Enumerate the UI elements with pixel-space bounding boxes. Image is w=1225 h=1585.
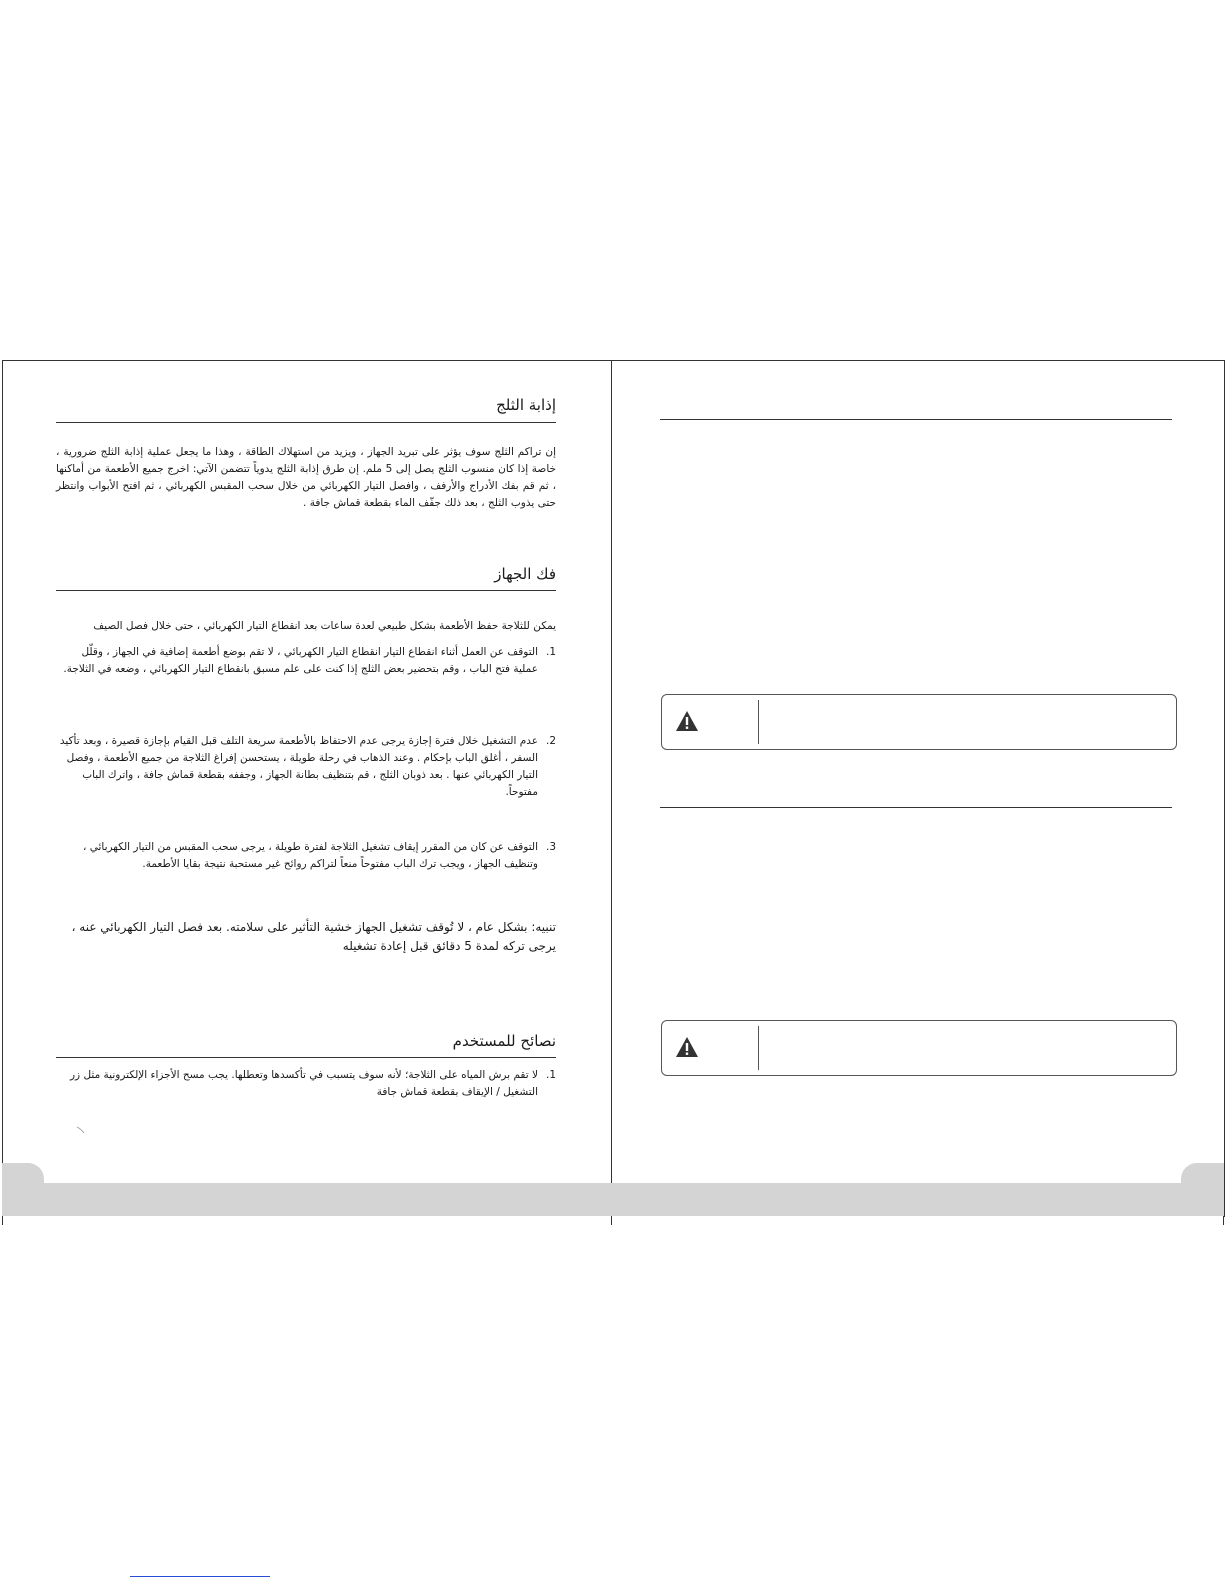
hyperlink-underline[interactable] (130, 1576, 270, 1577)
section-title-user-tips: نصائح للمستخدم (452, 1032, 556, 1050)
list-item-number: 2. (545, 735, 556, 747)
right-section-rule (660, 419, 1172, 420)
crop-mark-right (1223, 1216, 1224, 1225)
section-title-dismantle: فك الجهاز (494, 565, 556, 583)
list-item-number: 3. (545, 841, 556, 853)
warning-divider (758, 700, 759, 744)
warning-box (661, 694, 1177, 750)
defrost-paragraph: إن تراكم الثلج سوف يؤثر على تبريد الجهاز ، ويزيد من استهلاك الطاقة ، وهذا ما يجعل عملية إذابة الثلج ضرورية ، خاصة إذا كان منسوب الثلج يصل إلى 5 ملم. إن طرق إذابة الثلج يدوياً تتضمن الآتي: اخرج جميع الأطعمة من أماكنها ، ثم قم بفك الأدراج والأرفف ، وافصل التيار الكهربائي من خلال سحب المقبس الكهربائي ، ثم افتح الأبواب وانتظر حتى يذوب الثلج ، بعد ذلك جفّف الماء بقطعة قماش جافة . (56, 446, 557, 509)
crop-mark-left (2, 1216, 3, 1225)
page-gutter (611, 360, 612, 1216)
list-item (56, 644, 556, 678)
crop-mark-center (611, 1216, 612, 1225)
footer-band (2, 1183, 1224, 1216)
caution-note: تنبيه: بشكل عام ، لا تُوقف تشغيل الجهاز خشية التأثير على سلامته. بعد فصل التيار الكهربائي عنه ، يرجى تركه لمدة 5 دقائق قبل إعادة تشغيله (71, 920, 556, 953)
list-item-text: التوقف عن العمل أثناء انقطاع التيار انقطاع التيار الكهربائي ، لا تقم بوضع أطعمة إضافية في الجهاز ، وقلّل عملية فتح الباب ، وقم بتحضير بعض الثلج إذا كنت على علم مسبق بانقطاع التيار الكهربائي ، وضعه في الثلاجة. (63, 646, 538, 675)
warning-divider (758, 1026, 759, 1070)
list-item (56, 1067, 556, 1101)
list-item-text: لا تقم برش المياه على الثلاجة؛ لأنه سوف يتسبب في تأكسدها وتعطلها. يجب مسح الأجزاء الإلكترونية مثل زر التشغيل / الإيقاف بقطعة قماش جافة (69, 1069, 538, 1098)
list-item-number: 1. (545, 646, 556, 658)
warning-triangle-icon (675, 1036, 699, 1058)
section-rule (56, 590, 556, 591)
right-section-rule (660, 807, 1172, 808)
section-title-defrost: إذابة الثلج (496, 396, 556, 414)
list-item-number: 1. (545, 1069, 556, 1081)
list-item-text: التوقف عن كان من المقرر إيقاف تشغيل الثلاجة لفترة طويلة ، يرجى سحب المقبس من التيار الكهربائي ، وتنظيف الجهاز ، ويجب ترك الباب مفتوحاً منعاً لتراكم روائح غير مستحبة نتيجة بقايا الأطعمة. (82, 841, 538, 870)
list-item-text: عدم التشغيل خلال فترة إجازة يرجى عدم الاحتفاظ بالأطعمة سريعة التلف قبل القيام بإجازة قصيرة ، وبعد تأكيد السفر ، أغلق الباب بإحكام . وعند الذهاب في رحلة طويلة ، يستحسن إفراغ الثلاجة من جميع الأطعمة ، وفصل التيار الكهربائي عنها . بعد ذوبان الثلج ، قم بتنظيف بطانة الجهاز ، وجففه بقطعة قماش جافة ، واترك الباب مفتوحاً. (59, 735, 538, 798)
section-rule (56, 1057, 556, 1058)
scan-artifact-mark (76, 1126, 86, 1134)
warning-box (661, 1020, 1177, 1076)
list-item (56, 733, 556, 801)
dismantle-intro: يمكن للثلاجة حفظ الأطعمة بشكل طبيعي لعدة ساعات بعد انقطاع التيار الكهربائي ، حتى خلال فصل الصيف (93, 620, 556, 632)
list-item (56, 839, 556, 873)
warning-triangle-icon (675, 710, 699, 732)
section-rule (56, 422, 556, 423)
